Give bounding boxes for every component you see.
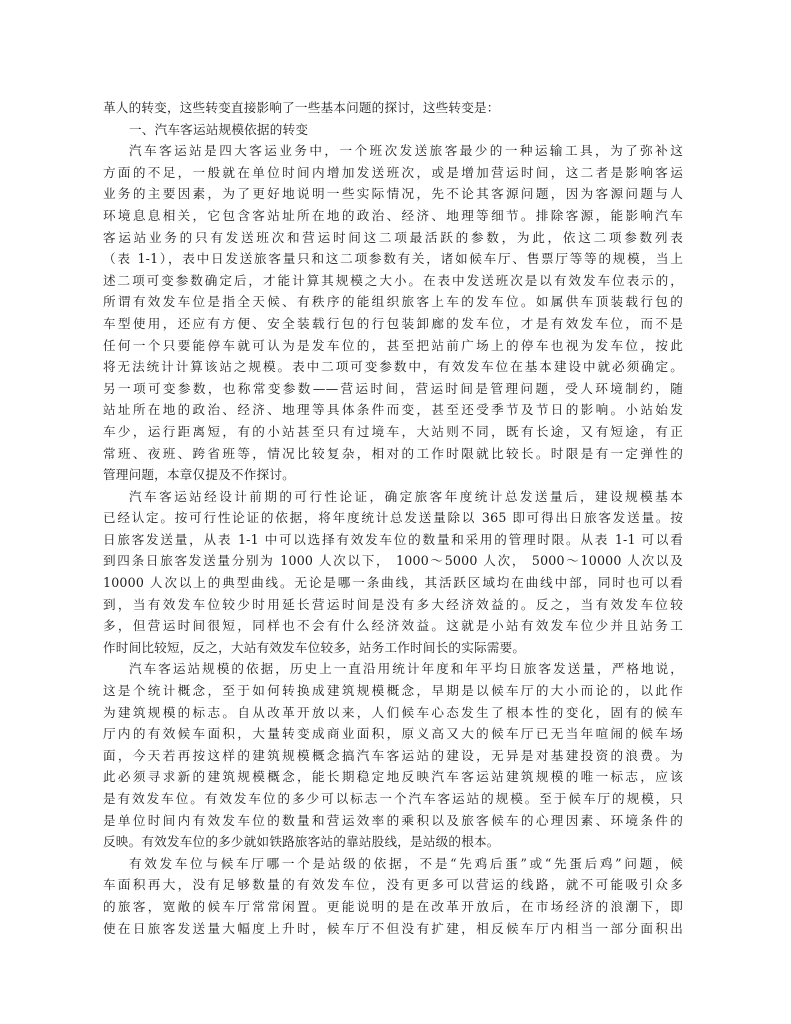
text-line: 汽车客运站经设计前期的可行性论证，确定旅客年度统计总发送量后，建设规模基本 [129,488,683,504]
text-line: 任何一个只要能停车就可认为是发车位的，甚至把站前广场上的停车也视为发车位，按此 [103,337,683,353]
text-line: 管理问题，本章仅提及不作探讨。 [103,467,295,483]
text-line: 多，但营运时间很短，同样也不会有什么经济效益。这就是小站有效发车位少并且站务工 [103,618,683,634]
paragraph [103,486,683,659]
text-line: 方面的不足，一般就在单位时间内增加发送班次，或是增加营运时间，这二者是影响客运 [103,164,683,180]
text-line: 厅内的有效候车面积，大量转变成商业面积，原义高又大的候车厅已无当年喧闹的候车场 [103,726,683,742]
text-line: 这是个统计概念，至于如何转换成建筑规模概念，早期是以候车厅的大小而论的，以此作 [103,683,683,699]
text-line: 10000 人次以上的典型曲线。无论是哪一条曲线，其活跃区域均在曲线中部，同时也可以看 [103,575,683,591]
text-line: 日旅客发送量，从表 1-1 中可以选择有效发车位的数量和采用的管理时限。从表 1-1 可以看 [103,531,683,547]
text-line: 是单位时间内有效发车位的数量和营运效率的乘积以及旅客候车的心理因素、环境条件的 [103,812,683,828]
text-line: 将无法统计计算该站之规模。表中二项可变参数中，有效发车位在基本建设中就必须确定。 [103,359,683,375]
text-line: 汽车客运站是四大客运业务中，一个班次发送旅客最少的一种运输工具，为了弥补这 [129,143,683,159]
text-line: 有效发车位与候车厅哪一个是站级的依据，不是“先鸡后蛋”或“先蛋后鸡”问题，候 [129,855,683,871]
section-heading [103,119,683,141]
text-line: 汽车客运站规模的依据，历史上一直沿用统计年度和年平均日旅客发送量，严格地说， [129,661,683,677]
text-line: 车面积再大，没有足够数量的有效发车位，没有更多可以营运的线路，就不可能吸引众多 [103,877,683,893]
text-line: 站址所在地的政治、经济、地理等具体条件而变，甚至还受季节及节日的影响。小站始发 [103,402,683,418]
text-line: 客运站业务的只有发送班次和营运时间这二项最活跃的参数，为此，依这二项参数列表 [103,229,683,245]
text-line: 车型使用，还应有方便、安全装载行包的行包装卸廊的发车位，才是有效发车位，而不是 [103,315,683,331]
text-line: 车少，运行距离短，有的小站甚至只有过境车，大站则不同，既有长途，又有短途，有正 [103,423,683,439]
text-line: 作时间比较短，反之，大站有效发车位较多，站务工作时间长的实际需要。 [103,639,526,655]
paragraph [103,853,683,939]
text-line: 另一项可变参数，也称常变参数——营运时间，营运时间是管理问题，受人环境制约，随 [103,380,683,396]
text-line: 使在日旅客发送量大幅度上升时，候车厅不但没有扩建，相反候车厅内相当一部分面积出 [103,920,683,936]
text-line: 到，当有效发车位较少时用延长营运时间是没有多大经济效益的。反之，当有效发车位较 [103,596,683,612]
text-line: 所谓有效发车位是指全天候、有秩序的能组织旅客上车的发车位。如属供车顶装载行包的 [103,294,683,310]
text-line: 常班、夜班、跨省班等，情况比较复杂，相对的工作时限就比较长。时限是有一定弹性的 [103,445,683,461]
text-line: 的旅客，宽敞的候车厅常常闲置。更能说明的是在改革开放后，在市场经济的浪潮下，即 [103,898,683,914]
text-line: 已经认定。按可行性论证的依据，将年度统计总发送量除以 365 即可得出日旅客发送量。按 [103,510,683,526]
text-line: 业务的主要因素，为了更好地说明一些实际情况，先不论其客源问题，因为客源问题与人 [103,186,683,202]
text-line: 此必须寻求新的建筑规模概念，能长期稳定地反映汽车客运站建筑规模的唯一标志，应该 [103,769,683,785]
text-line: 到四条日旅客发送量分别为 1000 人次以下， 1000～5000 人次， 5000～10000 人次以及 [103,553,683,569]
text-line: 面，今天若再按这样的建筑规模概念搞汽车客运站的建设，无异是对基建投资的浪费。为 [103,747,683,763]
text-line: 一、汽车客运站规模依据的转变 [129,121,309,137]
text-line: 述二项可变参数确定后，才能计算其规模之大小。在表中发送班次是以有效发车位表示的， [103,272,683,288]
text-line: 革人的转变，这些转变直接影响了一些基本问题的探讨，这些转变是： [103,100,500,115]
text-line: 是有效发车位。有效发车位的多少可以标志一个汽车客运站的规模。至于候车厅的规模，只 [103,791,683,806]
paragraph [103,97,683,119]
text-line: （表 1-1），表中日发送旅客量只和这二项参数有关，诸如候车厅、售票厅等等的规模，当上 [103,251,683,267]
text-line: 环境息息相关，它包含客站址所在地的政治、经济、地理等细节。排除客源，能影响汽车 [103,207,683,223]
text-line: 为建筑规模的标志。自从改革开放以来，人们候车心态发生了根本性的变化，固有的候车 [103,704,683,720]
paragraph [103,658,683,852]
paragraph [103,140,683,486]
text-line: 反映。有效发车位的多少就如铁路旅客站的靠站股线，是站级的根本。 [103,834,500,850]
body-text [103,97,683,939]
